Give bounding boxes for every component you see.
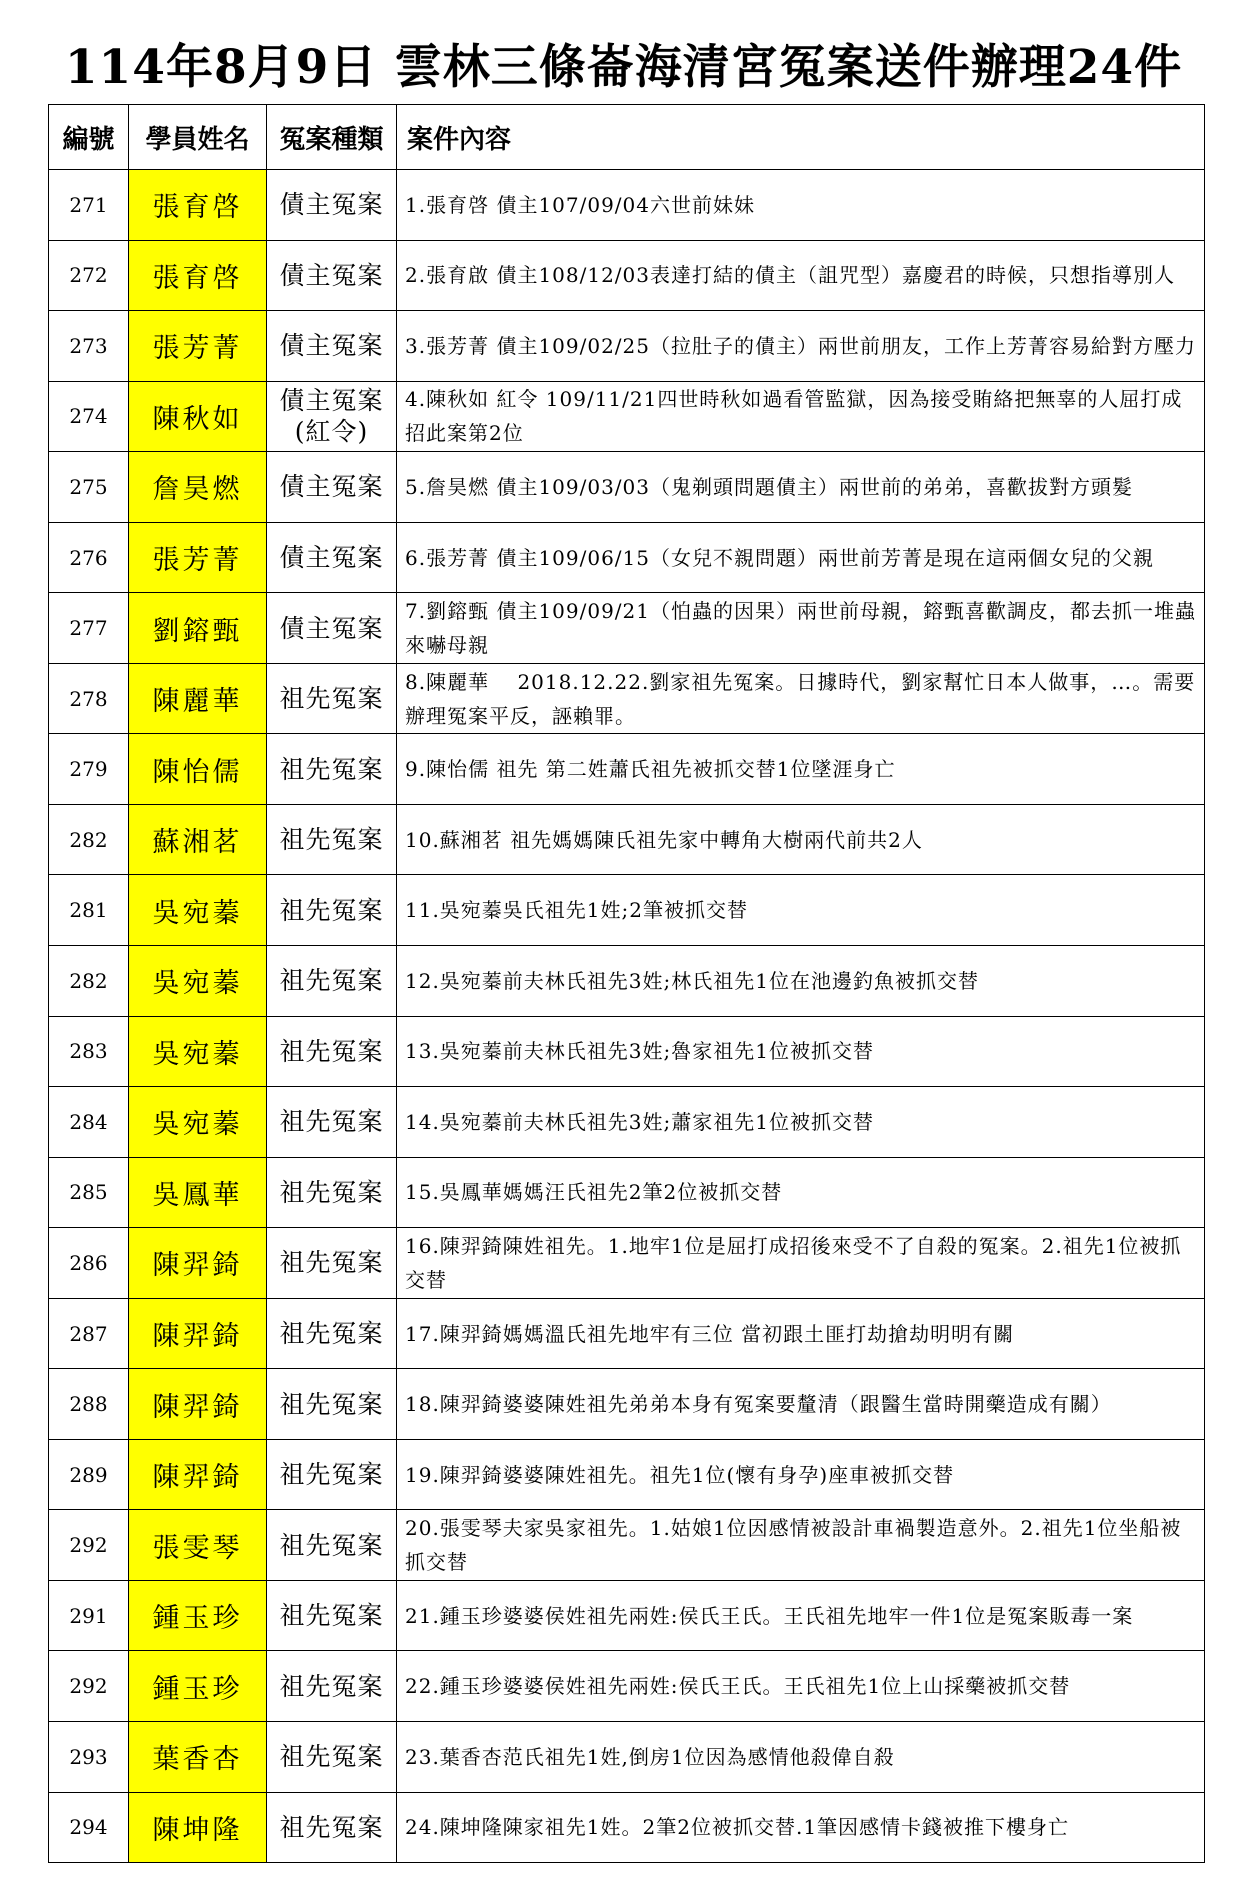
case-type: 祖先冤案 <box>267 734 397 805</box>
table-row <box>49 170 1205 241</box>
table-row <box>49 1439 1205 1510</box>
case-type: 祖先冤案 <box>267 1157 397 1228</box>
case-content: 14.吳宛蓁前夫林氏祖先3姓;蕭家祖先1位被抓交替 <box>397 1087 1205 1158</box>
student-name: 鍾玉珍 <box>129 1580 267 1651</box>
table-row <box>49 522 1205 593</box>
case-content: 9.陳怡儒 祖先 第二姓蕭氏祖先被抓交替1位墜涯身亡 <box>397 734 1205 805</box>
case-type: 祖先冤案 <box>267 946 397 1017</box>
case-type: 祖先冤案 <box>267 875 397 946</box>
case-type: 祖先冤案 <box>267 1510 397 1581</box>
case-type: 債主冤案 <box>267 311 397 382</box>
case-number: 272 <box>49 240 129 311</box>
case-type: 債主冤案 <box>267 240 397 311</box>
case-content: 16.陳羿錡陳姓祖先。1.地牢1位是屈打成招後來受不了自殺的冤案。2.祖先1位被抓交替 <box>397 1228 1205 1299</box>
student-name: 吳宛蓁 <box>129 946 267 1017</box>
student-name: 陳坤隆 <box>129 1792 267 1863</box>
table-row <box>49 1016 1205 1087</box>
header-case-type: 冤案種類 <box>267 105 397 170</box>
student-name: 葉香杏 <box>129 1722 267 1793</box>
case-type: 債主冤案 <box>267 593 397 664</box>
case-content: 11.吳宛蓁吳氏祖先1姓;2筆被抓交替 <box>397 875 1205 946</box>
table-row <box>49 875 1205 946</box>
case-number: 284 <box>49 1087 129 1158</box>
case-content: 15.吳鳳華媽媽汪氏祖先2筆2位被抓交替 <box>397 1157 1205 1228</box>
case-content: 5.詹昊燃 債主109/03/03（鬼剃頭問題債主）兩世前的弟弟，喜歡拔對方頭髮 <box>397 452 1205 523</box>
case-type: 祖先冤案 <box>267 804 397 875</box>
case-number: 286 <box>49 1228 129 1299</box>
case-type: 祖先冤案 <box>267 1722 397 1793</box>
table-row <box>49 1580 1205 1651</box>
case-number: 279 <box>49 734 129 805</box>
header-case-content: 案件內容 <box>397 105 1205 170</box>
student-name: 吳宛蓁 <box>129 1016 267 1087</box>
case-content: 12.吳宛蓁前夫林氏祖先3姓;林氏祖先1位在池邊釣魚被抓交替 <box>397 946 1205 1017</box>
case-content: 10.蘇湘茗 祖先媽媽陳氏祖先家中轉角大樹兩代前共2人 <box>397 804 1205 875</box>
case-type: 祖先冤案 <box>267 1228 397 1299</box>
case-number: 287 <box>49 1298 129 1369</box>
table-row <box>49 946 1205 1017</box>
case-number: 278 <box>49 663 129 734</box>
case-content: 23.葉香杏范氏祖先1姓,倒房1位因為感情他殺偉自殺 <box>397 1722 1205 1793</box>
table-row <box>49 804 1205 875</box>
case-content: 21.鍾玉珍婆婆侯姓祖先兩姓:侯氏王氏。王氏祖先地牢一件1位是冤案販毒一案 <box>397 1580 1205 1651</box>
case-content: 22.鍾玉珍婆婆侯姓祖先兩姓:侯氏王氏。王氏祖先1位上山採藥被抓交替 <box>397 1651 1205 1722</box>
table-body <box>49 170 1205 1863</box>
case-number: 282 <box>49 946 129 1017</box>
student-name: 陳羿錡 <box>129 1369 267 1440</box>
student-name: 陳羿錡 <box>129 1228 267 1299</box>
student-name: 陳羿錡 <box>129 1298 267 1369</box>
case-number: 276 <box>49 522 129 593</box>
case-type: 祖先冤案 <box>267 1369 397 1440</box>
case-number: 288 <box>49 1369 129 1440</box>
case-content: 4.陳秋如 紅令 109/11/21四世時秋如過看管監獄，因為接受賄絡把無辜的人屈打成招此案第2位 <box>397 381 1205 452</box>
table-row <box>49 734 1205 805</box>
case-content: 20.張雯琴夫家吳家祖先。1.姑娘1位因感情被設計車禍製造意外。2.祖先1位坐船被抓交替 <box>397 1510 1205 1581</box>
case-type: 債主冤案 <box>267 170 397 241</box>
case-content: 18.陳羿錡婆婆陳姓祖先弟弟本身有冤案要釐清（跟醫生當時開藥造成有關） <box>397 1369 1205 1440</box>
case-number: 273 <box>49 311 129 382</box>
case-content: 8.陳麗華 2018.12.22.劉家祖先冤案。日據時代，劉家幫忙日本人做事，…。需要辦理冤案平反，誣賴罪。 <box>397 663 1205 734</box>
table-row <box>49 663 1205 734</box>
header-student-name: 學員姓名 <box>129 105 267 170</box>
case-number: 293 <box>49 1722 129 1793</box>
case-number: 271 <box>49 170 129 241</box>
case-number: 291 <box>49 1580 129 1651</box>
student-name: 詹昊燃 <box>129 452 267 523</box>
case-content: 1.張育啓 債主107/09/04六世前妹妹 <box>397 170 1205 241</box>
case-number: 277 <box>49 593 129 664</box>
case-type: 祖先冤案 <box>267 663 397 734</box>
case-type: 祖先冤案 <box>267 1651 397 1722</box>
case-content: 6.張芳菁 債主109/06/15（女兒不親問題）兩世前芳菁是現在這兩個女兒的父親 <box>397 522 1205 593</box>
case-type: 債主冤案(紅令) <box>267 381 397 452</box>
case-content: 13.吳宛蓁前夫林氏祖先3姓;魯家祖先1位被抓交替 <box>397 1016 1205 1087</box>
case-number: 282 <box>49 804 129 875</box>
case-table <box>48 104 1205 1863</box>
table-row <box>49 1298 1205 1369</box>
table-row <box>49 1087 1205 1158</box>
student-name: 張育啓 <box>129 240 267 311</box>
table-row <box>49 311 1205 382</box>
student-name: 陳羿錡 <box>129 1439 267 1510</box>
case-number: 274 <box>49 381 129 452</box>
student-name: 吳宛蓁 <box>129 875 267 946</box>
case-content: 7.劉鎔甄 債主109/09/21（怕蟲的因果）兩世前母親，鎔甄喜歡調皮，都去抓一堆蟲來嚇母親 <box>397 593 1205 664</box>
case-content: 17.陳羿錡媽媽溫氏祖先地牢有三位 當初跟土匪打劫搶劫明明有關 <box>397 1298 1205 1369</box>
page-title: 114年8月9日 雲林三條崙海清宮冤案送件辦理24件 <box>64 40 1183 95</box>
student-name: 吳宛蓁 <box>129 1087 267 1158</box>
student-name: 蘇湘茗 <box>129 804 267 875</box>
table-row <box>49 381 1205 452</box>
student-name: 張芳菁 <box>129 311 267 382</box>
case-number: 275 <box>49 452 129 523</box>
case-number: 292 <box>49 1651 129 1722</box>
table-row <box>49 1651 1205 1722</box>
student-name: 陳怡儒 <box>129 734 267 805</box>
table-row <box>49 1157 1205 1228</box>
table-row <box>49 452 1205 523</box>
student-name: 吳鳳華 <box>129 1157 267 1228</box>
case-type: 祖先冤案 <box>267 1087 397 1158</box>
case-content: 2.張育啟 債主108/12/03表達打結的債主（詛咒型）嘉慶君的時候，只想指導別人 <box>397 240 1205 311</box>
table-row <box>49 1228 1205 1299</box>
case-type: 祖先冤案 <box>267 1016 397 1087</box>
table-row <box>49 1369 1205 1440</box>
table-row <box>49 1722 1205 1793</box>
table-row <box>49 1510 1205 1581</box>
case-type: 祖先冤案 <box>267 1298 397 1369</box>
student-name: 陳秋如 <box>129 381 267 452</box>
table-row <box>49 240 1205 311</box>
case-content: 19.陳羿錡婆婆陳姓祖先。祖先1位(懷有身孕)座車被抓交替 <box>397 1439 1205 1510</box>
case-number: 289 <box>49 1439 129 1510</box>
case-content: 3.張芳菁 債主109/02/25（拉肚子的債主）兩世前朋友，工作上芳菁容易給對方壓力 <box>397 311 1205 382</box>
case-type: 祖先冤案 <box>267 1439 397 1510</box>
student-name: 張雯琴 <box>129 1510 267 1581</box>
table-row <box>49 593 1205 664</box>
student-name: 張育啓 <box>129 170 267 241</box>
case-number: 294 <box>49 1792 129 1863</box>
header-number: 編號 <box>49 105 129 170</box>
student-name: 鍾玉珍 <box>129 1651 267 1722</box>
case-type: 債主冤案 <box>267 522 397 593</box>
student-name: 劉鎔甄 <box>129 593 267 664</box>
case-number: 281 <box>49 875 129 946</box>
student-name: 陳麗華 <box>129 663 267 734</box>
table-header-row <box>49 105 1205 170</box>
case-type: 祖先冤案 <box>267 1580 397 1651</box>
case-number: 285 <box>49 1157 129 1228</box>
student-name: 張芳菁 <box>129 522 267 593</box>
case-number: 283 <box>49 1016 129 1087</box>
case-type: 祖先冤案 <box>267 1792 397 1863</box>
case-number: 292 <box>49 1510 129 1581</box>
case-content: 24.陳坤隆陳家祖先1姓。2筆2位被抓交替.1筆因感情卡錢被推下樓身亡 <box>397 1792 1205 1863</box>
case-type: 債主冤案 <box>267 452 397 523</box>
table-row <box>49 1792 1205 1863</box>
